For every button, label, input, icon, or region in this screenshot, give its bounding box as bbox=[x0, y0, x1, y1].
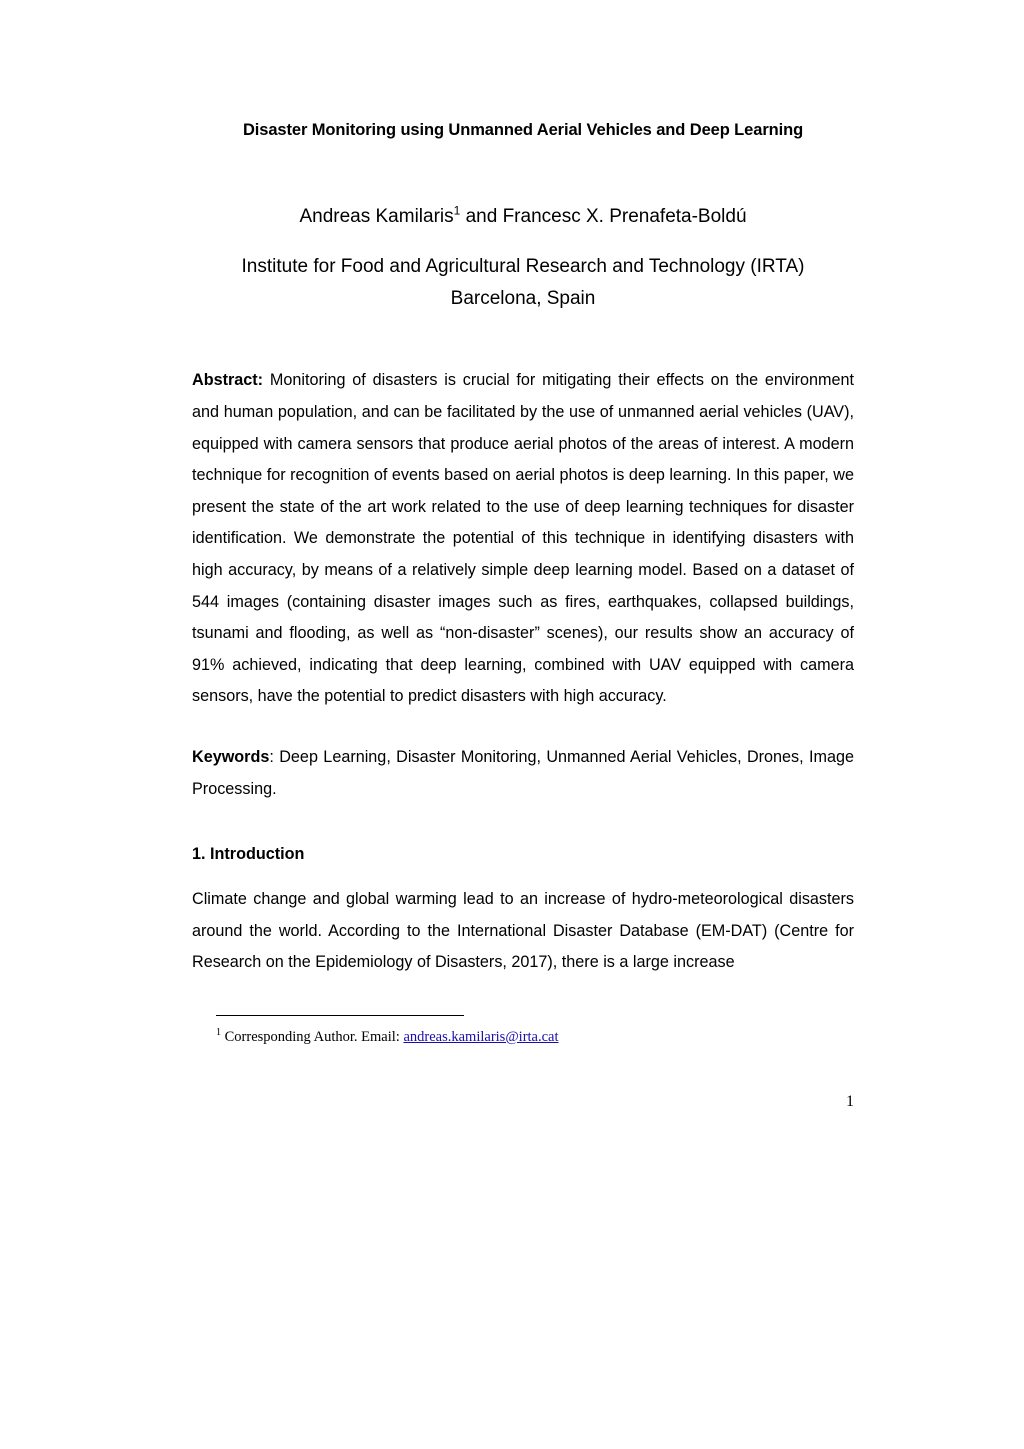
keywords-text: : Deep Learning, Disaster Monitoring, Unmanned Aerial Vehicles, Drones, Image Processing. bbox=[192, 747, 854, 798]
abstract-text: Monitoring of disasters is crucial for mitigating their effects on the environment and human population, and can be facilitated by the use of unmanned aerial vehicles (UAV), equipped with camera sensors that produce aerial photos of the areas of interest. A modern technique for recognition of events based on aerial photos is deep learning. In this paper, we present the state of the art work related to the use of deep learning techniques for disaster identification. We demonstrate the potential of this technique in identifying disasters with high accuracy, by means of a relatively simple deep learning model. Based on a dataset of 544 images (containing disaster images such as fires, earthquakes, collapsed buildings, tsunami and flooding, as well as “non-disaster” scenes), our results show an accuracy of 91% achieved, indicating that deep learning, combined with UAV equipped with camera sensors, have the potential to predict disasters with high accuracy. bbox=[192, 371, 854, 706]
keywords-label: Keywords bbox=[192, 747, 270, 766]
author-names-after: and Francesc X. Prenafeta-Boldú bbox=[460, 206, 747, 228]
keywords-paragraph bbox=[192, 742, 854, 805]
footnote-marker: 1 bbox=[216, 1027, 221, 1039]
footnote-text: Corresponding Author. Email: bbox=[221, 1028, 404, 1045]
author-line bbox=[192, 203, 854, 232]
affiliation: Institute for Food and Agricultural Research and Technology (IRTA) bbox=[241, 255, 805, 277]
abstract-paragraph bbox=[192, 365, 854, 713]
footnote-separator bbox=[216, 1015, 464, 1016]
abstract-label: Abstract: bbox=[192, 371, 264, 390]
section-heading-introduction: 1. Introduction bbox=[192, 845, 305, 864]
affiliation-city: Barcelona, Spain bbox=[450, 288, 596, 310]
introduction-paragraph: Climate change and global warming lead to an increase of hydro-meteorological disasters around the world. According to the International Disaster Database (EM-DAT) (Centre for Research on the Epidemiology of Disasters, 2017), there is a large increase bbox=[192, 890, 854, 972]
page-number: 1 bbox=[846, 1093, 854, 1110]
footnote-email-link[interactable]: andreas.kamilaris@irta.cat bbox=[403, 1028, 559, 1045]
footnote bbox=[216, 1027, 854, 1047]
page-content bbox=[192, 0, 854, 1047]
page-title: Disaster Monitoring using Unmanned Aerial Vehicles and Deep Learning bbox=[242, 121, 804, 139]
author-names-before: Andreas Kamilaris bbox=[299, 206, 454, 228]
author-footnote-marker: 1 bbox=[453, 204, 461, 219]
